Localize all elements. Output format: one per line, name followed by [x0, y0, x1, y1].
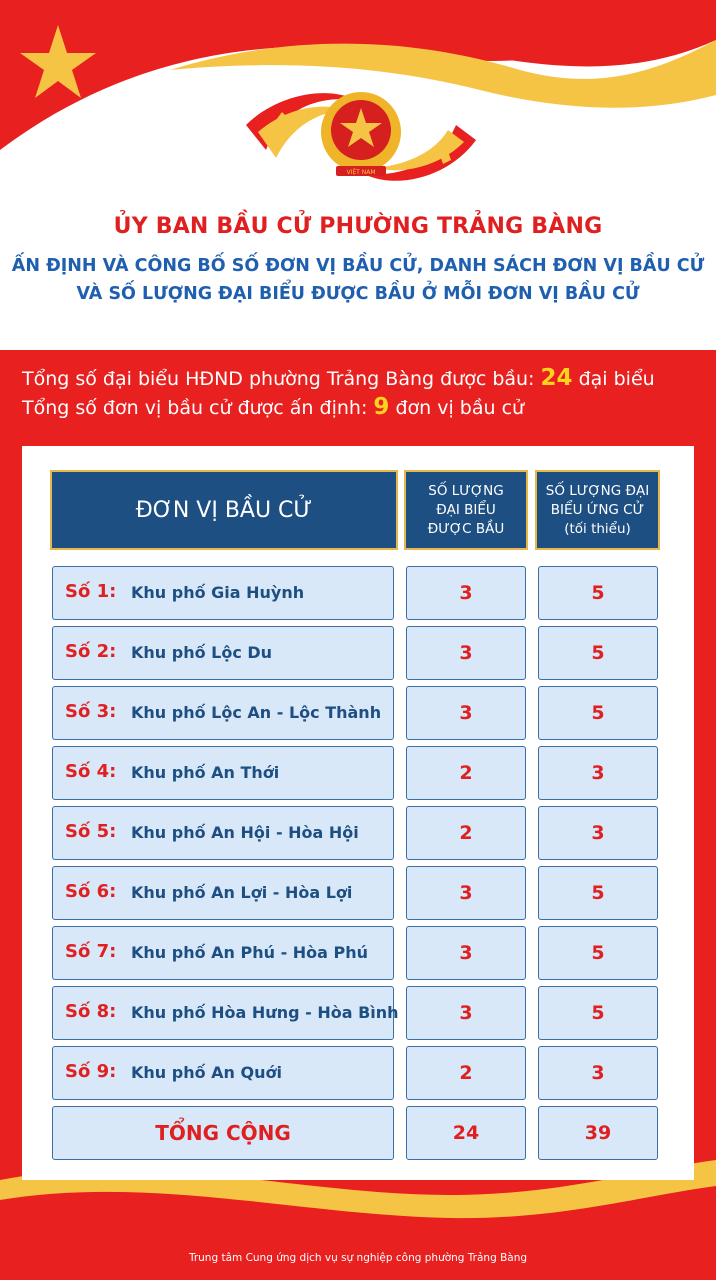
elected-value: 3: [459, 642, 473, 664]
candidates-value: 5: [591, 882, 605, 904]
footer-credit: Trung tâm Cung ứng dịch vụ sự nghiệp công phường Trảng Bàng: [188, 1252, 528, 1264]
elected-cell: [406, 626, 526, 680]
elected-value: 3: [459, 702, 473, 724]
candidates-cell: [538, 866, 658, 920]
header-elected: [404, 470, 528, 550]
candidates-cell: [538, 566, 658, 620]
candidates-cell: [538, 806, 658, 860]
unit-number: Số 2:: [65, 641, 117, 662]
unit-cell: [52, 986, 399, 1040]
header-candidates-line: (tối thiểu): [564, 520, 631, 537]
total-candidates-value: 39: [584, 1122, 612, 1144]
stat-total-delegates: [22, 365, 655, 391]
stat-value: 9: [373, 394, 390, 420]
candidates-cell: [538, 986, 658, 1040]
total-candidates-cell: [538, 1106, 658, 1160]
unit-name: Khu phố Gia Huỳnh: [131, 583, 305, 602]
candidates-value: 5: [591, 702, 605, 724]
unit-name: Khu phố Lộc An - Lộc Thành: [131, 703, 382, 722]
unit-number: Số 5:: [65, 821, 117, 842]
stat-label: Tổng số đơn vị bầu cử được ấn định:: [22, 397, 368, 419]
stat-total-units: [22, 394, 524, 420]
candidates-cell: [538, 926, 658, 980]
elected-cell: [406, 866, 526, 920]
elected-value: 3: [459, 582, 473, 604]
elected-value: 2: [459, 822, 473, 844]
unit-name: Khu phố Lộc Du: [131, 643, 273, 662]
unit-number: Số 7:: [65, 941, 117, 962]
header-candidates-line: SỐ LƯỢNG ĐẠI: [545, 482, 650, 499]
unit-number: Số 3:: [65, 701, 117, 722]
unit-cell: [52, 626, 394, 680]
total-elected-cell: [406, 1106, 526, 1160]
unit-number: Số 6:: [65, 881, 117, 902]
unit-number: Số 8:: [65, 1001, 117, 1022]
total-label-cell: [52, 1106, 394, 1160]
candidates-value: 3: [591, 762, 605, 784]
header-elected-line: ĐẠI BIỂU: [436, 501, 496, 518]
unit-number: Số 9:: [65, 1061, 117, 1082]
elected-cell: [406, 986, 526, 1040]
unit-name: Khu phố An Lợi - Hòa Lợi: [131, 883, 353, 902]
candidates-value: 5: [591, 1002, 605, 1024]
candidates-cell: [538, 686, 658, 740]
unit-cell: [52, 866, 394, 920]
elected-value: 3: [459, 1002, 473, 1024]
unit-cell: [52, 1046, 394, 1100]
candidates-cell: [538, 626, 658, 680]
candidates-cell: [538, 1046, 658, 1100]
unit-cell: [52, 806, 394, 860]
unit-name: Khu phố Hòa Hưng - Hòa Bình: [131, 1003, 399, 1022]
total-label: TỔNG CỘNG: [155, 1121, 291, 1145]
elected-value: 2: [459, 1062, 473, 1084]
stat-label: Tổng số đại biểu HĐND phường Trảng Bàng được bầu:: [22, 368, 535, 390]
elected-value: 2: [459, 762, 473, 784]
candidates-value: 3: [591, 1062, 605, 1084]
unit-name: Khu phố An Thới: [131, 763, 280, 782]
elected-cell: [406, 746, 526, 800]
candidates-value: 5: [591, 942, 605, 964]
candidates-cell: [538, 746, 658, 800]
candidates-value: 5: [591, 582, 605, 604]
total-elected-value: 24: [452, 1122, 480, 1144]
stat-unit: đơn vị bầu cử: [395, 397, 525, 419]
subtitle-line-2: VÀ SỐ LƯỢNG ĐẠI BIỂU ĐƯỢC BẦU Ở MỖI ĐƠN VỊ BẦU CỬ: [76, 284, 640, 304]
elected-cell: [406, 1046, 526, 1100]
elected-value: 3: [459, 882, 473, 904]
unit-cell: [52, 686, 394, 740]
header-elected-line: ĐƯỢC BẦU: [427, 520, 505, 537]
unit-cell: [52, 746, 394, 800]
elected-value: 3: [459, 942, 473, 964]
elected-cell: [406, 926, 526, 980]
candidates-value: 5: [591, 642, 605, 664]
elected-cell: [406, 806, 526, 860]
subtitle-line-1: ẤN ĐỊNH VÀ CÔNG BỐ SỐ ĐƠN VỊ BẦU CỬ, DANH SÁCH ĐƠN VỊ BẦU CỬ: [11, 256, 705, 276]
page-title: ỦY BAN BẦU CỬ PHƯỜNG TRẢNG BÀNG: [113, 214, 603, 239]
header-unit: ĐƠN VỊ BẦU CỬ: [50, 470, 398, 550]
header-elected-line: SỐ LƯỢNG: [428, 482, 504, 499]
stat-value: 24: [540, 365, 573, 391]
unit-name: Khu phố An Hội - Hòa Hội: [131, 823, 359, 842]
emblem-ribbon-text: VIỆT NAM: [346, 169, 376, 176]
header-candidates-line: BIỂU ỨNG CỬ: [550, 501, 645, 518]
unit-name: Khu phố An Phú - Hòa Phú: [131, 943, 369, 962]
header-candidates: [535, 470, 660, 550]
elected-cell: [406, 566, 526, 620]
stat-unit: đại biểu: [578, 368, 655, 390]
unit-name: Khu phố An Quới: [131, 1063, 282, 1082]
elected-cell: [406, 686, 526, 740]
candidates-value: 3: [591, 822, 605, 844]
unit-number: Số 1:: [65, 581, 117, 602]
unit-cell: [52, 566, 394, 620]
unit-number: Số 4:: [65, 761, 117, 782]
national-emblem-icon: [236, 80, 486, 192]
unit-cell: [52, 926, 394, 980]
